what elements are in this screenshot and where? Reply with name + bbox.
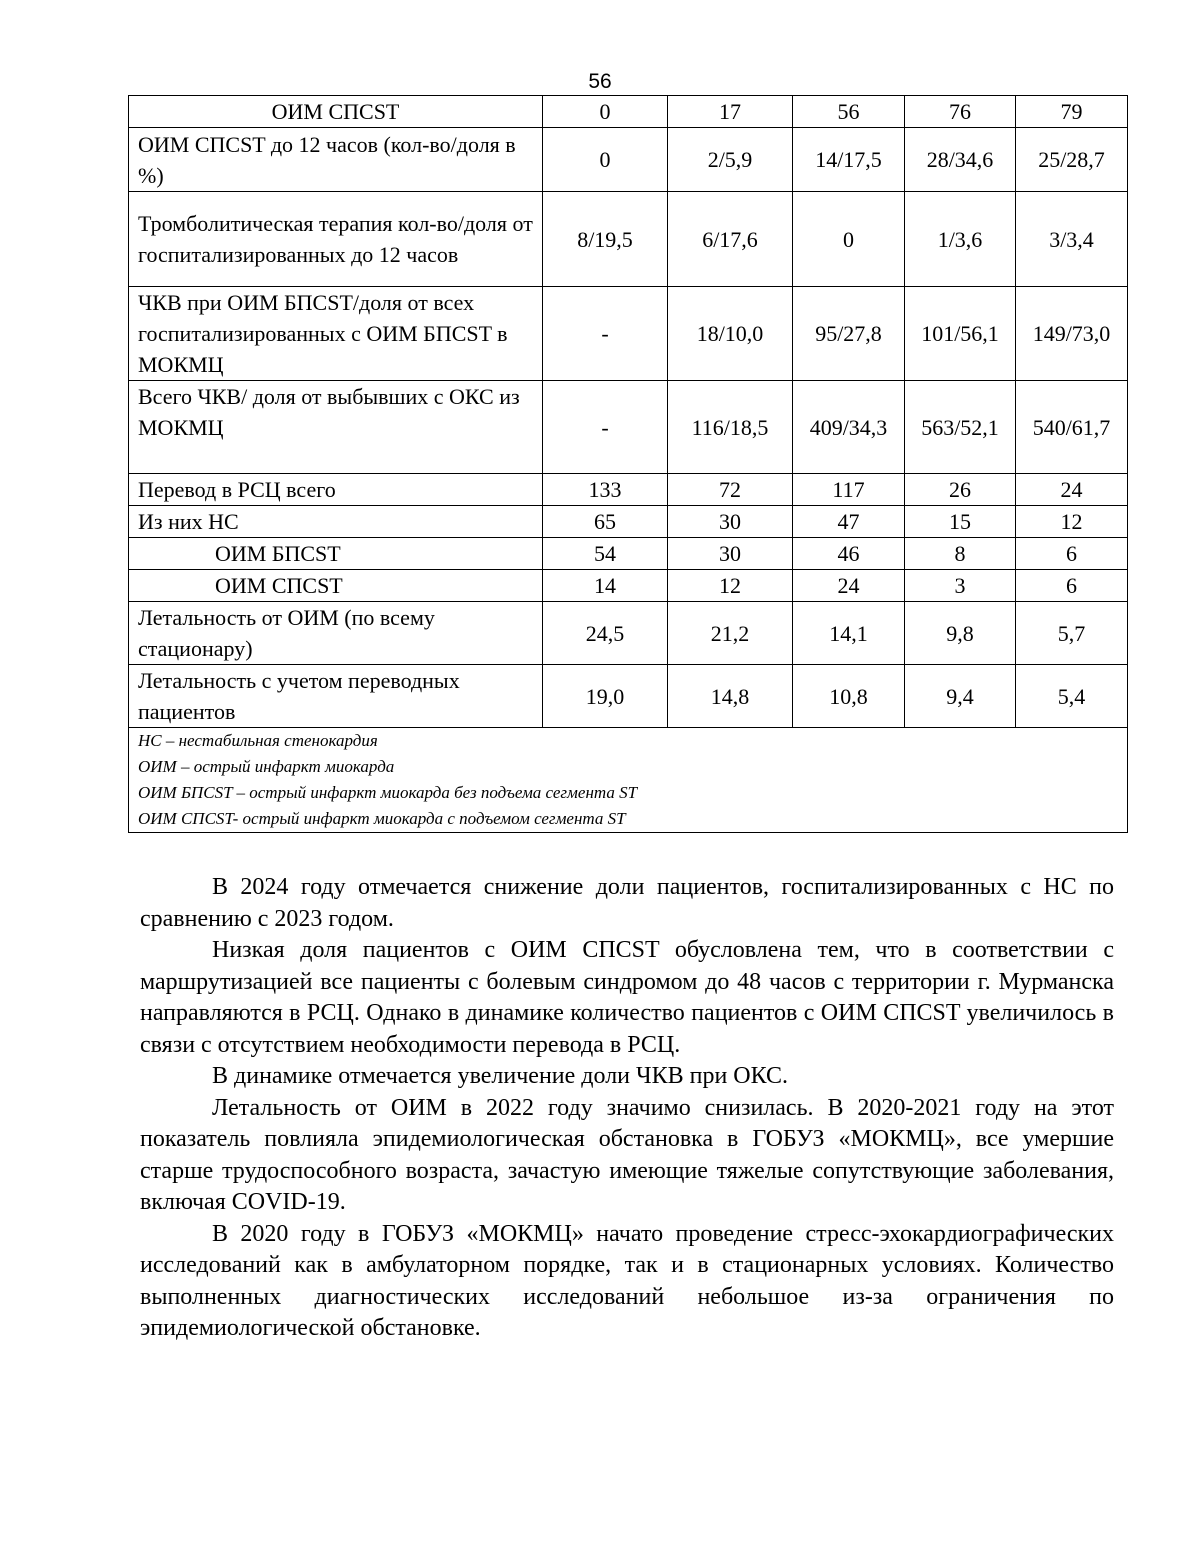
body-text [140, 872, 1114, 1345]
table-cell: 0 [543, 128, 668, 192]
table-cell: 2/5,9 [668, 128, 793, 192]
page-number: 56 [588, 70, 612, 93]
table-cell: 0 [543, 96, 668, 128]
table-cell: 30 [668, 538, 793, 570]
table-row [129, 538, 1128, 570]
table-cell: 101/56,1 [905, 287, 1016, 381]
table-cell: 409/34,3 [793, 381, 905, 474]
note-line: ОИМ – острый инфаркт миокарда [138, 757, 395, 776]
table-cell: 9,4 [905, 665, 1016, 728]
table-cell: 5,7 [1016, 602, 1128, 665]
row-label: Тромболитическая терапия кол-во/доля от госпитализированных до 12 часов [129, 192, 543, 287]
table-cell: 149/73,0 [1016, 287, 1128, 381]
table-row [129, 128, 1128, 192]
table-cell: 18/10,0 [668, 287, 793, 381]
table-cell: 8 [905, 538, 1016, 570]
table-row [129, 474, 1128, 506]
table-cell: 26 [905, 474, 1016, 506]
table-cell: 28/34,6 [905, 128, 1016, 192]
table-row [129, 192, 1128, 287]
paragraph: Низкая доля пациентов с ОИМ СПСST обусловлена тем, что в соответствии с маршрутизацией все пациенты с болевым синдромом до 48 часов с территории г. Мурманска направляются в РСЦ. Однако в динамике количество пациентов с ОИМ СПСST увеличилось в связи с отсутствием необходимости перевода в РСЦ. [140, 937, 1114, 1058]
table-cell: 10,8 [793, 665, 905, 728]
table-row [129, 570, 1128, 602]
table-cell: 54 [543, 538, 668, 570]
table-cell: 24,5 [543, 602, 668, 665]
table-cell: 19,0 [543, 665, 668, 728]
paragraph: В 2020 году в ГОБУЗ «МОКМЦ» начато проведение стресс-эхокардиографических исследований как в амбулаторном порядке, так и в стационарных условиях. Количество выполненных диагностических исследований небольшое из-за ограничения по эпидемиологической обстановке. [140, 1220, 1114, 1341]
table-cell: 540/61,7 [1016, 381, 1128, 474]
table-cell: 8/19,5 [543, 192, 668, 287]
row-label: Летальность с учетом переводных пациентов [129, 665, 543, 728]
table-cell: 6 [1016, 538, 1128, 570]
paragraph: В 2024 году отмечается снижение доли пациентов, госпитализированных с НС по сравнению с 2023 годом. [140, 874, 1114, 932]
table-notes [129, 728, 1128, 833]
table-cell: 14/17,5 [793, 128, 905, 192]
table-cell: 15 [905, 506, 1016, 538]
table-row [129, 96, 1128, 128]
table-cell: 24 [1016, 474, 1128, 506]
table-cell: 117 [793, 474, 905, 506]
table-cell: 56 [793, 96, 905, 128]
table-cell: 6/17,6 [668, 192, 793, 287]
table-cell: 3 [905, 570, 1016, 602]
note-line: ОИМ БПСST – острый инфаркт миокарда без подъема сегмента ST [138, 783, 638, 802]
row-label: ОИМ СПСST [129, 570, 543, 602]
table-cell: 12 [1016, 506, 1128, 538]
table-cell: 47 [793, 506, 905, 538]
table-cell: 1/3,6 [905, 192, 1016, 287]
row-label: Из них НС [129, 506, 543, 538]
table-cell: 25/28,7 [1016, 128, 1128, 192]
table-notes-row [129, 728, 1128, 833]
row-label: Перевод в РСЦ всего [129, 474, 543, 506]
table-row [129, 506, 1128, 538]
table-cell: 65 [543, 506, 668, 538]
paragraph: В динамике отмечается увеличение доли ЧКВ при ОКС. [212, 1063, 789, 1089]
table-cell: 0 [793, 192, 905, 287]
table-cell: 9,8 [905, 602, 1016, 665]
table-cell: 46 [793, 538, 905, 570]
table-cell: 133 [543, 474, 668, 506]
table-row [129, 602, 1128, 665]
table-cell: 95/27,8 [793, 287, 905, 381]
table-cell: 12 [668, 570, 793, 602]
table-cell: 14 [543, 570, 668, 602]
table-cell: 14,8 [668, 665, 793, 728]
table-cell: 5,4 [1016, 665, 1128, 728]
table-cell: - [543, 287, 668, 381]
table-cell: - [543, 381, 668, 474]
note-line: ОИМ СПСST- острый инфаркт миокарда с подъемом сегмента ST [138, 809, 626, 828]
table-cell: 72 [668, 474, 793, 506]
table-cell: 76 [905, 96, 1016, 128]
table-row [129, 665, 1128, 728]
table-row [129, 287, 1128, 381]
table-cell: 17 [668, 96, 793, 128]
row-label: ОИМ БПСST [129, 538, 543, 570]
table-cell: 24 [793, 570, 905, 602]
table-row [129, 381, 1128, 474]
table-cell: 21,2 [668, 602, 793, 665]
table-cell: 563/52,1 [905, 381, 1016, 474]
table-cell: 3/3,4 [1016, 192, 1128, 287]
table-cell: 30 [668, 506, 793, 538]
table-cell: 6 [1016, 570, 1128, 602]
table-cell: 116/18,5 [668, 381, 793, 474]
row-label: ОИМ СПСST [129, 96, 543, 128]
row-label: ЧКВ при ОИМ БПСST/доля от всех госпитализированных с ОИМ БПСST в МОКМЦ [129, 287, 543, 381]
table-cell: 79 [1016, 96, 1128, 128]
table-cell: 14,1 [793, 602, 905, 665]
statistics-table [128, 95, 1128, 833]
row-label: Летальность от ОИМ (по всему стационару) [129, 602, 543, 665]
note-line: НС – нестабильная стенокардия [138, 731, 378, 750]
row-label: ОИМ СПСST до 12 часов (кол-во/доля в %) [129, 128, 543, 192]
row-label: Всего ЧКВ/ доля от выбывших с ОКС из МОКМЦ [129, 381, 543, 474]
paragraph: Летальность от ОИМ в 2022 году значимо снизилась. В 2020-2021 году на этот показатель повлияла эпидемиологическая обстановка в ГОБУЗ «МОКМЦ», все умершие старше трудоспособного возраста, зачастую имеющие тяжелые сопутствующие заболевания, включая COVID-19. [140, 1094, 1114, 1215]
